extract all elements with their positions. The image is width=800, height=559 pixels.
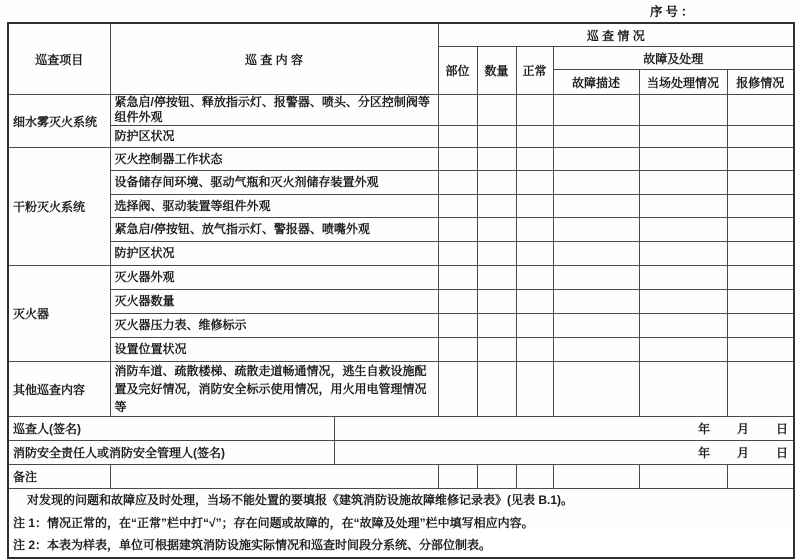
empty-data-cell	[727, 362, 794, 417]
header-row-1	[8, 23, 794, 47]
empty-data-cell	[639, 338, 727, 362]
empty-data-cell	[727, 242, 794, 266]
empty-data-cell	[639, 242, 727, 266]
inspection-content-cell: 设置位置状况	[110, 338, 438, 362]
empty-data-cell	[639, 314, 727, 338]
empty-data-cell	[438, 218, 477, 242]
empty-data-cell	[516, 95, 553, 126]
empty-data-cell	[477, 314, 516, 338]
empty-data-cell	[553, 218, 639, 242]
empty-data-cell	[438, 95, 477, 126]
table-row	[8, 126, 794, 148]
group-label-other: 其他巡查内容	[8, 362, 110, 417]
table-row	[8, 362, 794, 417]
remarks-label: 备注	[8, 465, 110, 489]
column-header-repair: 报修情况	[727, 70, 794, 95]
notes-block	[8, 489, 794, 558]
empty-data-cell	[553, 242, 639, 266]
group-label-dry-powder: 干粉灭火系统	[8, 148, 110, 266]
signature-row-manager	[8, 441, 794, 465]
empty-data-cell	[477, 148, 516, 171]
empty-data-cell	[477, 171, 516, 195]
inspector-date-placeholder: 年 月 日	[334, 417, 794, 441]
table-row	[8, 290, 794, 314]
note-line-1: 注 1：情况正常的，在“正常”栏中打“√”；存在问题或故障的，在“故障及处理”栏中填写相应内容。	[13, 515, 534, 530]
empty-data-cell	[727, 338, 794, 362]
notes-row	[8, 489, 794, 558]
empty-data-cell	[438, 148, 477, 171]
empty-data-cell	[477, 195, 516, 218]
column-header-location: 部位	[438, 47, 477, 95]
empty-data-cell	[639, 266, 727, 290]
group-label-extinguisher: 灭火器	[8, 266, 110, 362]
manager-date-placeholder: 年 月 日	[334, 441, 794, 465]
group-label-water-mist: 细水雾灭火系统	[8, 95, 110, 148]
column-header-situation: 巡 查 情 况	[438, 23, 794, 47]
empty-data-cell	[438, 290, 477, 314]
empty-data-cell	[727, 314, 794, 338]
empty-data-cell	[727, 266, 794, 290]
column-header-normal: 正常	[516, 47, 553, 95]
table-row	[8, 95, 794, 126]
empty-data-cell	[516, 218, 553, 242]
empty-data-cell	[639, 362, 727, 417]
empty-data-cell	[477, 338, 516, 362]
empty-data-cell	[516, 290, 553, 314]
empty-data-cell	[553, 195, 639, 218]
empty-data-cell	[727, 465, 794, 489]
empty-data-cell	[438, 465, 477, 489]
table-row	[8, 195, 794, 218]
table-row	[8, 338, 794, 362]
empty-data-cell	[477, 266, 516, 290]
serial-number-label: 序号：	[650, 5, 697, 19]
empty-data-cell	[553, 314, 639, 338]
manager-signature-label: 消防安全责任人或消防安全管理人(签名)	[8, 441, 334, 465]
column-header-content: 巡 查 内 容	[110, 23, 438, 95]
empty-data-cell	[553, 338, 639, 362]
empty-data-cell	[553, 126, 639, 148]
inspection-content-cell: 灭火器数量	[110, 290, 438, 314]
table-row	[8, 218, 794, 242]
empty-data-cell	[639, 218, 727, 242]
empty-data-cell	[639, 126, 727, 148]
empty-data-cell	[639, 148, 727, 171]
inspection-content-cell: 紧急启/停按钮、放气指示灯、警报器、喷嘴外观	[110, 218, 438, 242]
empty-data-cell	[727, 148, 794, 171]
empty-data-cell	[727, 290, 794, 314]
empty-data-cell	[516, 314, 553, 338]
note-line-2: 注 2：本表为样表，单位可根据建筑消防设施实际情况和巡查时间段分系统、分部位制表。	[13, 538, 492, 552]
column-header-item: 巡查项目	[8, 23, 110, 95]
empty-data-cell	[477, 242, 516, 266]
empty-data-cell	[553, 465, 639, 489]
note-line-general: 对发现的问题和故障应及时处理，当场不能处置的要填报《建筑消防设施故障维修记录表》(见表 B.1)。	[27, 493, 574, 507]
empty-data-cell	[516, 126, 553, 148]
empty-data-cell	[727, 171, 794, 195]
empty-data-cell	[516, 148, 553, 171]
empty-data-cell	[477, 95, 516, 126]
inspection-content-cell: 选择阀、驱动装置等组件外观	[110, 195, 438, 218]
empty-data-cell	[516, 266, 553, 290]
empty-data-cell	[438, 362, 477, 417]
empty-data-cell	[516, 338, 553, 362]
inspector-signature-label: 巡查人(签名)	[8, 417, 334, 441]
remarks-empty-cell	[110, 465, 438, 489]
table-row	[8, 242, 794, 266]
empty-data-cell	[516, 242, 553, 266]
inspection-content-cell: 防护区状况	[110, 242, 438, 266]
inspection-content-cell: 防护区状况	[110, 126, 438, 148]
empty-data-cell	[727, 95, 794, 126]
empty-data-cell	[727, 218, 794, 242]
empty-data-cell	[727, 126, 794, 148]
column-header-onsite-handling: 当场处理情况	[639, 70, 727, 95]
empty-data-cell	[553, 95, 639, 126]
table-row	[8, 266, 794, 290]
remarks-row	[8, 465, 794, 489]
empty-data-cell	[553, 148, 639, 171]
inspection-content-cell: 灭火器外观	[110, 266, 438, 290]
table-row	[8, 148, 794, 171]
empty-data-cell	[639, 95, 727, 126]
inspection-content-cell: 消防车道、疏散楼梯、疏散走道畅通情况，逃生自救设施配置及完好情况，消防安全标示使用情况，用火用电管理情况等	[110, 362, 438, 417]
empty-data-cell	[438, 266, 477, 290]
empty-data-cell	[477, 218, 516, 242]
empty-data-cell	[639, 290, 727, 314]
empty-data-cell	[516, 171, 553, 195]
column-header-quantity: 数量	[477, 47, 516, 95]
column-header-fault-desc: 故障描述	[553, 70, 639, 95]
empty-data-cell	[438, 126, 477, 148]
column-header-fault-handling: 故障及处理	[553, 47, 794, 70]
empty-data-cell	[553, 171, 639, 195]
inspection-content-cell: 灭火器压力表、维修标示	[110, 314, 438, 338]
inspection-content-cell: 紧急启/停按钮、释放指示灯、报警器、喷头、分区控制阀等组件外观	[110, 95, 438, 126]
empty-data-cell	[438, 242, 477, 266]
empty-data-cell	[639, 171, 727, 195]
empty-data-cell	[516, 465, 553, 489]
empty-data-cell	[553, 362, 639, 417]
empty-data-cell	[477, 290, 516, 314]
empty-data-cell	[553, 266, 639, 290]
empty-data-cell	[477, 362, 516, 417]
inspection-content-cell: 设备储存间环境、驱动气瓶和灭火剂储存装置外观	[110, 171, 438, 195]
empty-data-cell	[477, 126, 516, 148]
table-row	[8, 171, 794, 195]
empty-data-cell	[516, 362, 553, 417]
empty-data-cell	[639, 195, 727, 218]
fire-inspection-table	[7, 22, 795, 559]
empty-data-cell	[438, 314, 477, 338]
empty-data-cell	[438, 338, 477, 362]
empty-data-cell	[553, 290, 639, 314]
table-row	[8, 314, 794, 338]
empty-data-cell	[727, 195, 794, 218]
inspection-content-cell: 灭火控制器工作状态	[110, 148, 438, 171]
signature-row-inspector	[8, 417, 794, 441]
empty-data-cell	[639, 465, 727, 489]
empty-data-cell	[477, 465, 516, 489]
empty-data-cell	[438, 171, 477, 195]
empty-data-cell	[438, 195, 477, 218]
empty-data-cell	[516, 195, 553, 218]
